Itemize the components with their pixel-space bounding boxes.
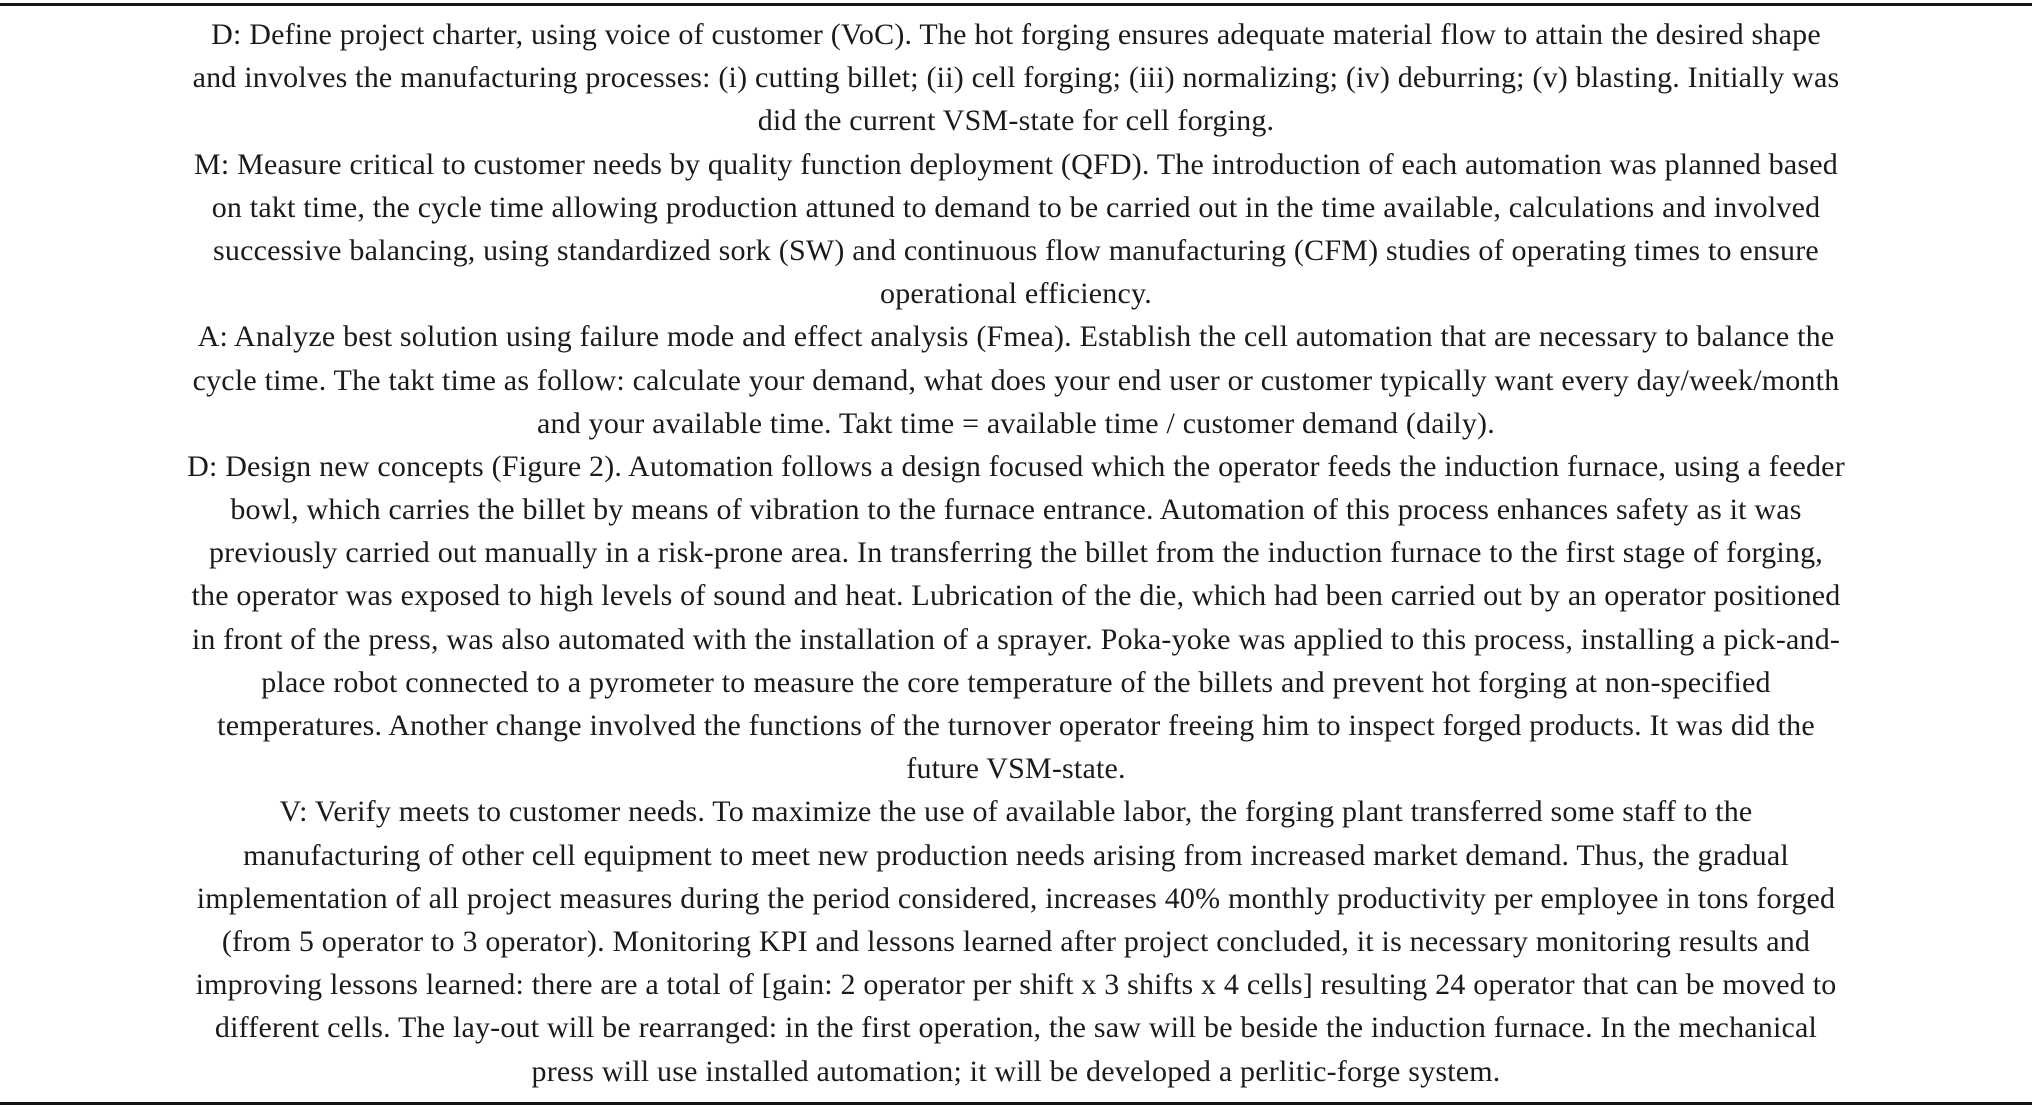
text-line: future VSM-state. — [906, 752, 1126, 786]
text-line: M: Measure critical to customer needs by quality function deployment (QFD). The introduction of each automation was planned based — [194, 147, 1838, 181]
text-line: press will use installed automation; it will be developed a perlitic-forge system. — [531, 1054, 1501, 1088]
text-line: D: Define project charter, using voice of customer (VoC). The hot forging ensures adequate material flow to attain the desired shape — [211, 18, 1821, 51]
text-line: (from 5 operator to 3 operator). Monitoring KPI and lessons learned after project concluded, it is necessary monitoring results and — [221, 924, 1811, 958]
text-line: V: Verify meets to customer needs. To maximize the use of available labor, the forging plant transferred some staff to the — [279, 795, 1753, 829]
text-line: implementation of all project measures during the period considered, increases 40% monthly productivity per employee in tons forged — [196, 881, 1836, 915]
paragraph-analyze — [8, 315, 2024, 445]
text-line: operational efficiency. — [880, 277, 1152, 311]
text-line: place robot connected to a pyrometer to measure the core temperature of the billets and prevent hot forging at non-specified — [261, 665, 1771, 699]
paragraph-measure — [8, 143, 2024, 316]
text-line: D: Design new concepts (Figure 2). Automation follows a design focused which the operator feeds the induction furnace, using a feeder — [187, 449, 1845, 483]
text-line: and your available time. Takt time = available time / customer demand (daily). — [537, 406, 1495, 440]
text-line: improving lessons learned: there are a total of [gain: 2 operator per shift x 3 shifts x 4 cells] resulting 24 operator that can be moved to — [195, 968, 1837, 1002]
paragraph-define — [8, 13, 2024, 143]
text-content — [0, 6, 2032, 1093]
text-line: the operator was exposed to high levels of sound and heat. Lubrication of the die, which had been carried out by an operator positioned — [191, 579, 1841, 613]
text-line: different cells. The lay-out will be rearranged: in the first operation, the saw will be beside the induction furnace. In the mechanical — [214, 1011, 1818, 1045]
text-line: in front of the press, was also automated with the installation of a sprayer. Poka-yoke was applied to this process, installing a pick-and- — [191, 622, 1841, 656]
text-line: and involves the manufacturing processes: (i) cutting billet; (ii) cell forging; (iii) normalizing; (iv) deburring; (v) blasting. Initially was — [192, 61, 1840, 95]
text-line: on takt time, the cycle time allowing production attuned to demand to be carried out in the time available, calculations and involved — [211, 190, 1821, 224]
bottom-rule — [0, 1102, 2032, 1105]
text-line: A: Analyze best solution using failure mode and effect analysis (Fmea). Establish the cell automation that are necessary to balance the — [197, 320, 1835, 354]
text-line: temperatures. Another change involved the functions of the turnover operator freeing him to inspect forged products. It was did the — [217, 709, 1815, 742]
text-line: manufacturing of other cell equipment to meet new production needs arising from increased market demand. Thus, the gradual — [243, 838, 1789, 872]
paragraph-verify — [8, 790, 2024, 1092]
text-line: did the current VSM-state for cell forging. — [757, 104, 1275, 138]
text-line: successive balancing, using standardized sork (SW) and continuous flow manufacturing (CFM) studies of operating times to ensure — [213, 233, 1819, 267]
text-line: cycle time. The takt time as follow: calculate your demand, what does your end user or customer typically want every day/week/month — [192, 363, 1840, 397]
text-line: previously carried out manually in a risk-prone area. In transferring the billet from the induction furnace to the first stage of forging, — [208, 536, 1824, 570]
paragraph-design — [8, 445, 2024, 791]
text-line: bowl, which carries the billet by means of vibration to the furnace entrance. Automation of this process enhances safety as it was — [230, 493, 1802, 527]
